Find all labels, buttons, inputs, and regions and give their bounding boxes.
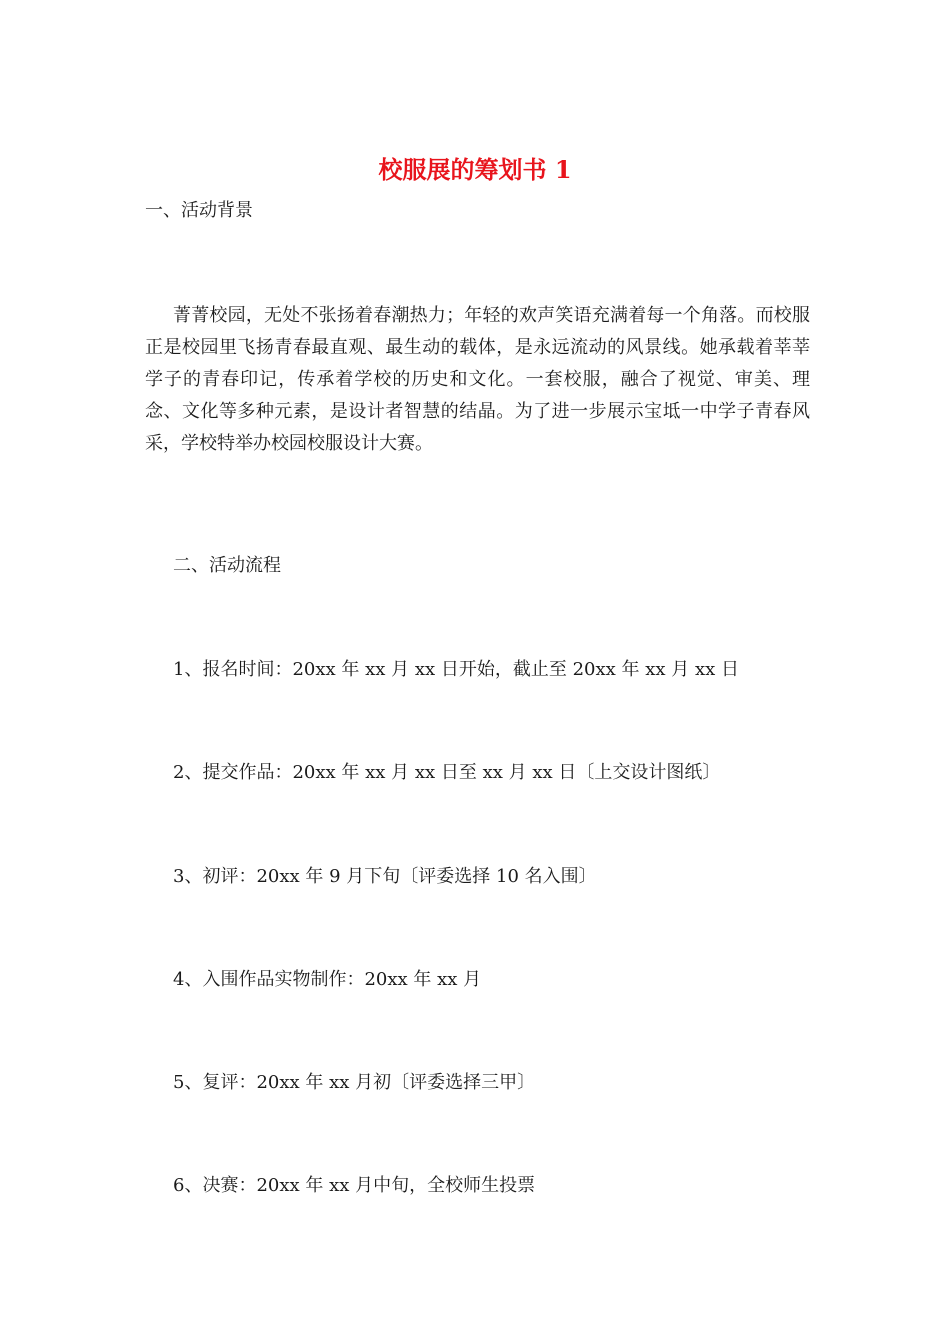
section-heading-process: 二、活动流程	[173, 555, 281, 576]
process-step-final: 6、决赛：20xx 年 xx 月中旬，全校师生投票	[173, 1175, 536, 1196]
background-paragraph: 菁菁校园，无处不张扬着春潮热力；年轻的欢声笑语充满着每一个角落。而校服正是校园里飞扬青春最直观、最生动的载体，是永远流动的风景线。她承载着莘莘学子的青春印记，传承着学校的历史和文化。一套校服，融合了视觉、审美、理念、文化等多种元素，是设计者智慧的结晶。为了进一步展示宝坻一中学子青春风采，学校特举办校园校服设计大赛。	[145, 305, 810, 454]
process-step-second-review: 5、复评：20xx 年 xx 月初〔评委选择三甲〕	[173, 1072, 536, 1093]
process-step-registration: 1、报名时间：20xx 年 xx 月 xx 日开始，截止至 20xx 年 xx 月 xx 日	[173, 659, 740, 680]
process-step-production: 4、入围作品实物制作：20xx 年 xx 月	[173, 969, 482, 990]
process-step-preliminary-review: 3、初评：20xx 年 9 月下旬〔评委选择 10 名入围〕	[173, 866, 597, 887]
document-title: 校服展的筹划书 1	[378, 155, 572, 184]
section-heading-background: 一、活动背景	[145, 200, 253, 221]
process-step-submission: 2、提交作品：20xx 年 xx 月 xx 日至 xx 月 xx 日〔上交设计图纸〕	[173, 762, 721, 783]
